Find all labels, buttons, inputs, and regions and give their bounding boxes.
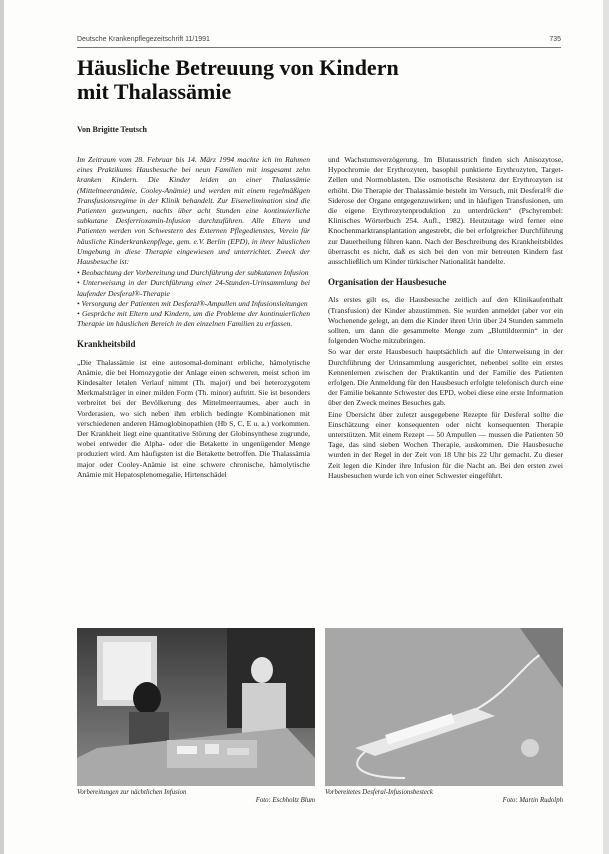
intro-block [77,155,310,329]
intro-bullet: • Gespräche mit Eltern und Kindern, um die Probleme der kontinuierlichen Therapie im häuslichen Bereich in den einzelnen Familien zu erfassen. [77,309,310,329]
photo-infusion-preparation-image [77,628,315,786]
photo-credit-right: Foto: Martin Rudolph [502,797,563,804]
title-line-1: Häusliche Betreuung von Kindern [77,55,399,80]
organisation-paragraph-1: Als erstes gilt es, die Hausbesuche zeitlich auf den Klinikaufenthalt (Transfusion) der Kinder abzustimmen. Sie wurden anmeldet (aber vor ein Wochenende gelegt, an dem die Kinder ihren Urin über 24 Stunden sammeln sollten, um dann die gesammelte Menge zum „Bluttildtermin“ in der folgenden Woche mitzubringen. [328,295,563,346]
organisation-paragraph-3: Eine Übersicht über zuletzt ausgegebene Rezepte für Desferal sollte die Einschätzung einer konsequenten oder nicht konsequenten Therapie unterstützen. Mit einem Rezept — 50 Ampullen — mussen die Patienten 50 Tage, das sind sieben Wochen Therapie, auskommen. Die Hausbesuche wurden in der Regel in der Zeit von 18 Uhr bis 22 Uhr gemacht. Zu dieser Zeit legen die Kinder ihre Infusion für die Nacht an. Bei den ersten zwei Hausbesuchen wurde ich von einer Schwester eingeführt. [328,409,563,480]
caption-left: Vorbereitungen zur nächtlichen Infusion [77,789,187,796]
photo-credit-left: Foto: Eschholtz Blum [255,797,315,804]
intro-paragraph: Im Zeitraum vom 28. Februar bis 14. März 1994 machte ich im Rahmen eines Praktikums Hausbesuche bei neun Familien mit insgesamt zehn kranken Kindern. Die Kinder leiden an einer Thalassämie (Mittelmeeranämie, Cooley-Anämie) und werden mit einem regelmäßigen Transfusionsregime in der Klinik behandelt. Zur Eisenelimination sind die Patienten gezwungen, nachts über acht Stunden eine kontinuierliche subkutane Desferrioxamin-Infusion durchzuführen. Alle Eltern und Patienten werden von Schwestern des Externen Pflegedienstes, Verein für häusliche Kinderkrankenpflege, gem. e.V. Berlin (EPD), in ihrer häuslichen Umgebung in diese Therapie eingewiesen und unterrichtet. Zweck der Hausbesuche ist: [77,155,310,267]
krankheitsbild-paragraph: „Die Thalassämie ist eine autosomal-dominant erbliche, hämolytische Anämie, die bei Homozygotie der Anlage einen schweren, meist schon im Kindesalter letalen Verlauf nimmt (Th. major) und bei heterozygotem Merkmalsträger in einer milden Form (Th. minor) auftritt. Sie ist besonders verbreitet bei der Bevölkerung des Mittelmeerraumes, aber auch in Vorderasien, wo sich neben ihm erblich bedingte Kombinationen mit verschiedenen anderen Hämoglobinopathien (Hb S, C, E u. a.) vorkommen. Der Krankheit liegt eine quantitative Störung der Globinsynthese zugrunde, wobei entweder die Alpha- oder die Betakette in ungenügender Menge produziert wird. Am häufigsten ist die Betakette betroffen. Die Thalassämia major oder Cooley-Anämie ist eine schwere chronische, hämolytische Anämie mit Hepatosplenomegalie, Hirtenschädel [77,357,310,479]
caption-right: Vorbereitetes Desferal-Infusionsbesteck [325,789,433,796]
page-number: 735 [549,36,561,43]
article-title [77,56,517,104]
intro-bullet: • Versorgung der Patienten mit Desferal®-Ampullen und Infusionsleitungen [77,298,308,308]
header-rule [77,47,561,48]
section-heading-krankheitsbild: Krankheitsbild [77,339,136,350]
page-edge-right [603,0,609,854]
text-column-left [77,155,310,623]
intro-bullet: • Beobachtung der Vorbereitung und Durchführung der subkutanen Infusion [77,268,309,278]
page-edge-left [0,0,4,854]
text-column-right [328,155,563,615]
section-heading-organisation: Organisation der Hausbesuche [328,277,447,288]
organisation-paragraph-2: So war der erste Hausbesuch hauptsächlich auf die Unterweisung in der Durchführung der Urinsammlung ausgerichtet, nebenbei sollte ein erstes Kennenlernen zwischen der Praktikantin und der Familie des Patienten erfolgen. Die Anmeldung für den Hausbesuch erfolgte telefonisch durch eine der Familie bekannte Schwester des EPD, wobei diese eine erste Information über den Zweck meines Besuches gab. [328,347,563,408]
author-byline: Von Brigitte Teutsch [77,125,147,134]
journal-name: Deutsche Krankenpflegezeitschrift 11/1991 [77,36,210,43]
photo-infusion-kit [325,628,563,786]
krankheitsbild-continuation: und Wachstumsverzögerung. Im Blutausstrich finden sich Anisozytose, Hypochromie der Erythrozyten, basophil punktierte Erythrozyten, Target-Zellen und Normoblasten. Die osmotische Resistenz der Erythrozyten ist erhöht. Die Therapie der Thalassämie besteht im Versuch, mit Desferal® die Siderose der Organe entgegenzuwirken; und in häufigen Transfusionen, um die eigene Erythrozytenproduktion zu unterdrücken“ (Pschyrembel: Klinisches Wörterbuch 254. Aufl., 1982). Heutzutage wird ferner eine Knochenmarktransplantation angestrebt, die bei erfolgreicher Durchführung zur Dauerheilung führen kann. Nach der Beschreibung des Krankheitsbildes überrascht es nicht, daß es sich bei den von mir betreuten Kindern fast ausschließlich um Kinder türkischer Nationalität handelte. [328,155,563,267]
photo-infusion-preparation [77,628,315,786]
intro-bullet: • Unterweisung in der Durchführung einer 24-Stunden-Urinsammlung bei laufender Desferal®-Therapie [77,278,310,298]
title-line-2: mit Thalassämie [77,79,232,104]
photo-infusion-kit-image [325,628,563,786]
